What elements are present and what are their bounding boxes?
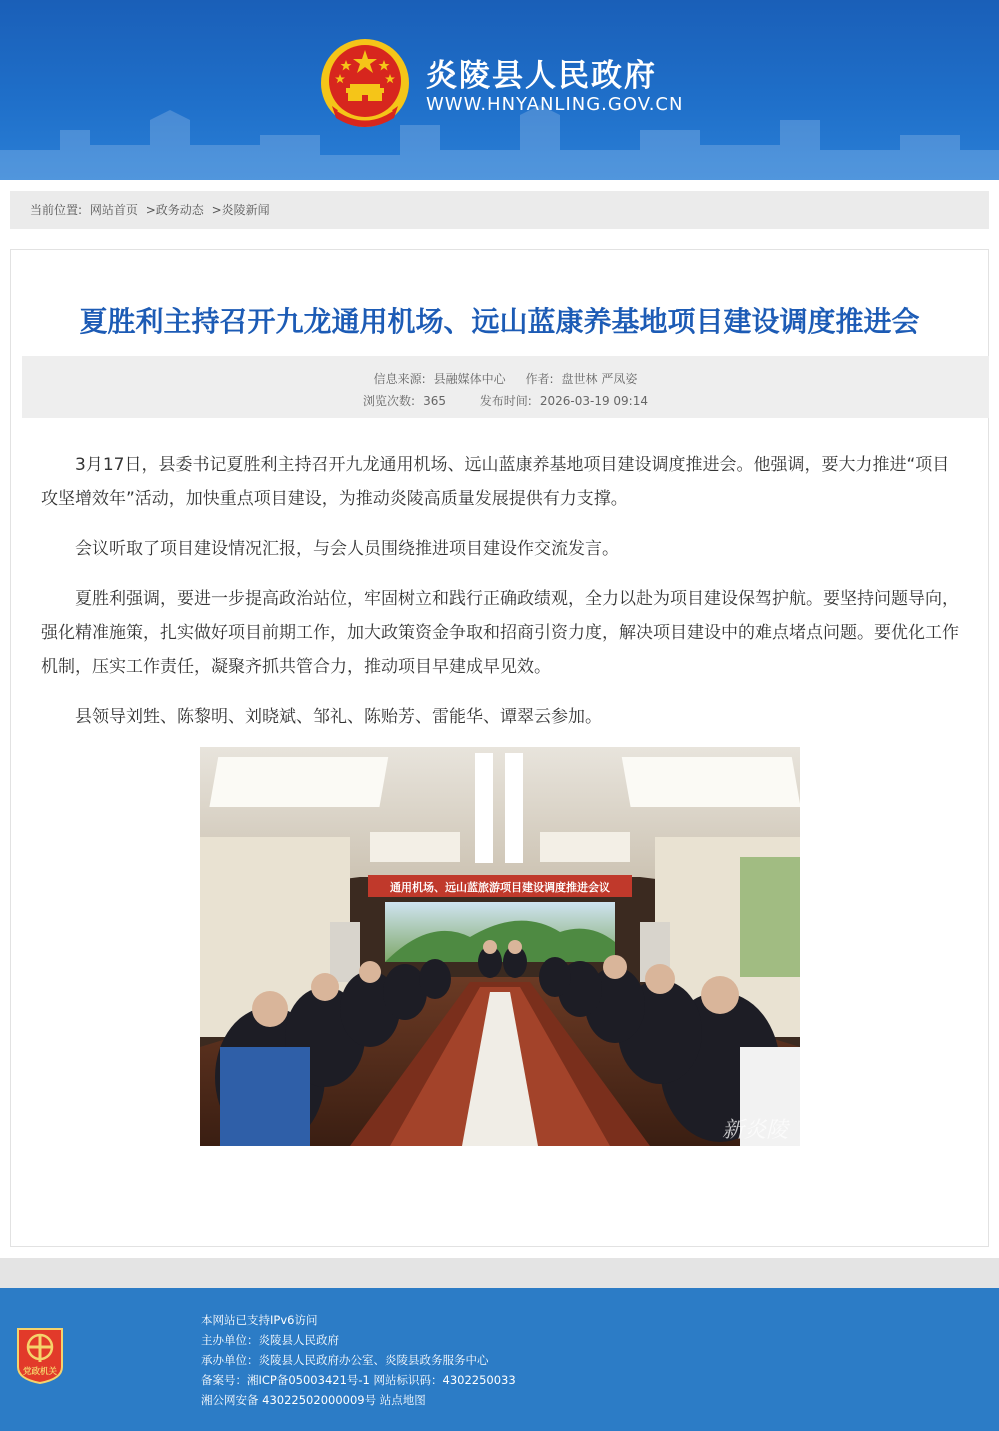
breadcrumb-local-news-link[interactable]: >炎陵新闻 [211, 203, 270, 217]
views-value: 365 [423, 394, 446, 408]
author-label: 作者: [525, 372, 554, 386]
footer-line-organizer: 承办单位：炎陵县人民政府办公室、炎陵县政务服务中心 [201, 1353, 489, 1367]
site-url[interactable]: WWW.HNYANLING.GOV.CN [426, 94, 684, 115]
meeting-photo [200, 747, 800, 1146]
footer-line-sponsor: 主办单位：炎陵县人民政府 [201, 1333, 339, 1347]
breadcrumb-news-link[interactable]: >政务动态 [145, 203, 204, 217]
paragraph: 夏胜利强调，要进一步提高政治站位，牢固树立和践行正确政绩观，全力以赴为项目建设保驾护航。要坚持问题导向，强化精准施策，扎实做好项目前期工作，加大政策资金争取和招商引资力度，解决项目建设中的难点堵点问题。要优化工作机制，压实工作责任，凝聚齐抓共管合力，推动项目早建成早见效。 [41, 589, 959, 677]
site-footer [0, 1288, 999, 1431]
party-government-badge-icon[interactable] [14, 1325, 66, 1385]
breadcrumb-home-link[interactable]: 网站首页 [89, 203, 138, 217]
site-name[interactable]: 炎陵县人民政府 [426, 58, 657, 94]
badge-text: 党政机关 [22, 1367, 58, 1377]
national-emblem-icon [318, 36, 412, 134]
photo-watermark: 新炎陵 [721, 1118, 789, 1143]
paragraph: 会议听取了项目建设情况汇报，与会人员围绕推进项目建设作交流发言。 [75, 539, 619, 559]
site-header [0, 0, 999, 180]
views-label: 浏览次数: [363, 394, 416, 408]
breadcrumb [10, 191, 989, 229]
article-meta [22, 356, 989, 418]
footer-line-police-sitemap[interactable]: 湘公网安备 43022502000009号 站点地图 [201, 1393, 426, 1407]
footer-separator [0, 1258, 999, 1288]
photo-banner-text: 通用机场、远山蓝旅游项目建设调度推进会议 [390, 881, 610, 894]
article-title: 夏胜利主持召开九龙通用机场、远山蓝康养基地项目建设调度推进会 [79, 305, 920, 338]
article-container [10, 249, 989, 1247]
breadcrumb-label: 当前位置: [30, 203, 83, 217]
article-body [41, 448, 959, 750]
footer-line-icp[interactable]: 备案号：湘ICP备05003421号-1 网站标识码：4302250033 [201, 1373, 516, 1387]
paragraph: 3月17日，县委书记夏胜利主持召开九龙通用机场、远山蓝康养基地项目建设调度推进会。他强调，要大力推进“项目攻坚增效年”活动，加快重点项目建设，为推动炎陵高质量发展提供有力支撑。 [41, 455, 950, 509]
published-label: 发布时间: [479, 394, 532, 408]
source-label: 信息来源: [373, 372, 426, 386]
author-value: 盘世林 严凤姿 [561, 372, 638, 386]
footer-info [201, 1310, 516, 1410]
footer-line-ipv6: 本网站已支持IPv6访问 [201, 1313, 318, 1327]
source-value: 县融媒体中心 [433, 372, 506, 386]
published-value: 2026-03-19 09:14 [539, 394, 648, 408]
paragraph: 县领导刘甡、陈黎明、刘晓斌、邹礼、陈贻芳、雷能华、谭翠云参加。 [75, 707, 602, 727]
